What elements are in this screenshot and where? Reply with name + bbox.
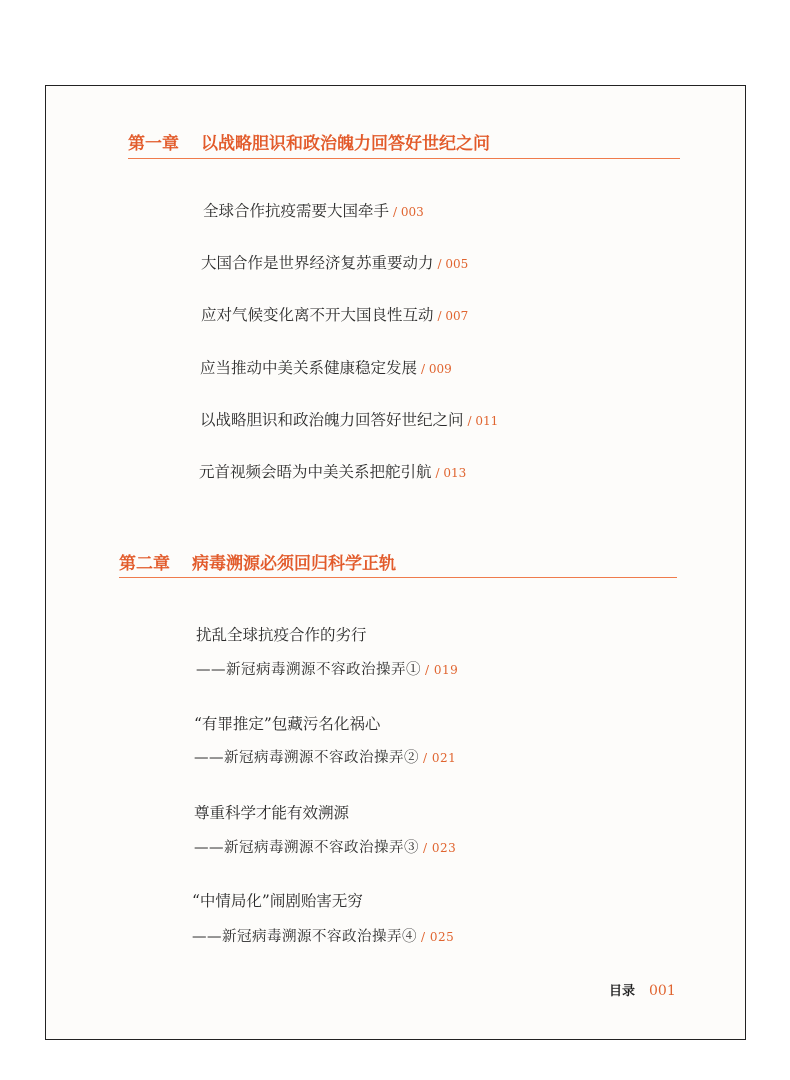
- toc-entry-page: / 007: [437, 309, 469, 323]
- toc-entry[interactable]: [200, 409, 498, 432]
- toc-entry[interactable]: [194, 713, 380, 735]
- toc-entry-title: 以战略胆识和政治魄力回答好世纪之问: [200, 411, 464, 429]
- toc-entry-page: / 013: [435, 466, 467, 480]
- chapter-2-number: 第二章: [119, 554, 170, 574]
- toc-entry-title: 应当推动中美关系健康稳定发展: [200, 359, 418, 377]
- toc-entry-page: / 003: [393, 205, 424, 219]
- toc-entry-title: “有罪推定”包藏污名化祸心: [194, 715, 381, 733]
- footer-page-number: 001: [649, 983, 676, 999]
- chapter-1-divider: [128, 158, 680, 159]
- toc-entry[interactable]: [201, 252, 468, 275]
- toc-entry[interactable]: [203, 200, 424, 223]
- toc-entry[interactable]: [200, 357, 452, 380]
- toc-entry[interactable]: [199, 461, 466, 484]
- toc-entry-page: / 005: [437, 257, 469, 271]
- footer-label: 目录: [609, 984, 636, 999]
- toc-entry-title: 大国合作是世界经济复苏重要动力: [201, 254, 434, 272]
- toc-entry-subtitle: ——新冠病毒溯源不容政治操弄③: [194, 840, 419, 856]
- toc-entry-page: / 009: [421, 362, 452, 376]
- toc-entry-page: / 023: [423, 841, 457, 855]
- toc-entry-title: “中情局化”闹剧贻害无穷: [192, 892, 363, 910]
- toc-entry[interactable]: [196, 624, 367, 646]
- toc-entry-title: 全球合作抗疫需要大国牵手: [203, 202, 390, 220]
- toc-entry-subtitle-line[interactable]: [194, 837, 456, 859]
- toc-entry-page: / 021: [423, 751, 457, 765]
- toc-entry-title: 元首视频会晤为中美关系把舵引航: [199, 463, 432, 481]
- toc-entry[interactable]: [192, 890, 363, 912]
- toc-entry-subtitle: ——新冠病毒溯源不容政治操弄④: [192, 929, 417, 945]
- chapter-1-number: 第一章: [128, 134, 179, 154]
- toc-entry-subtitle-line[interactable]: [194, 747, 456, 769]
- toc-entry-title: 扰乱全球抗疫合作的劣行: [196, 626, 367, 644]
- toc-entry-page: / 011: [467, 414, 499, 428]
- toc-page: [45, 85, 746, 1040]
- toc-entry-page: / 019: [425, 663, 459, 677]
- toc-entry[interactable]: [201, 304, 468, 327]
- toc-entry-title: 应对气候变化离不开大国良性互动: [201, 306, 434, 324]
- chapter-1-heading: [128, 132, 490, 156]
- toc-entry-subtitle-line[interactable]: [192, 926, 454, 948]
- toc-entry-title: 尊重科学才能有效溯源: [194, 804, 350, 822]
- chapter-2-divider: [119, 577, 677, 578]
- page-footer: [609, 980, 676, 1002]
- chapter-1-title: 以战略胆识和政治魄力回答好世纪之问: [201, 134, 490, 154]
- chapter-2-title: 病毒溯源必须回归科学正轨: [192, 554, 396, 574]
- chapter-2-heading: [119, 552, 396, 576]
- toc-entry-page: / 025: [421, 930, 455, 944]
- toc-entry[interactable]: [194, 802, 349, 824]
- toc-entry-subtitle-line[interactable]: [196, 659, 458, 681]
- toc-entry-subtitle: ——新冠病毒溯源不容政治操弄①: [196, 662, 421, 678]
- toc-entry-subtitle: ——新冠病毒溯源不容政治操弄②: [194, 750, 419, 766]
